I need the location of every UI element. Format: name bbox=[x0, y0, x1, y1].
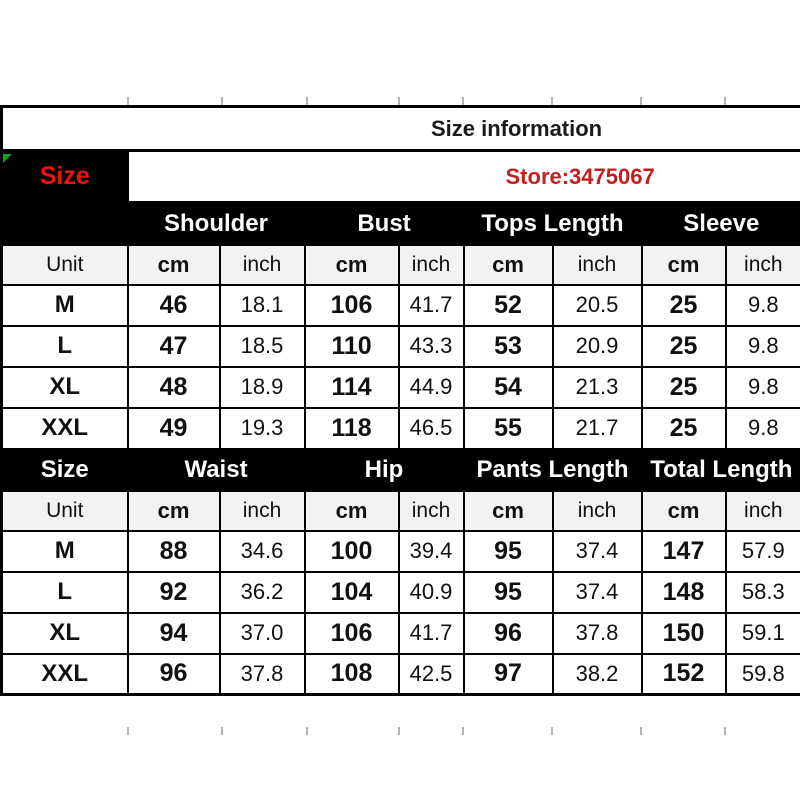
value-cell: 46 bbox=[128, 285, 220, 326]
gridline-tick bbox=[724, 727, 726, 735]
value-cell: 25 bbox=[642, 408, 726, 449]
value-cell: 55 bbox=[464, 408, 553, 449]
unit-cm: cm bbox=[642, 245, 726, 285]
value-cell: 49 bbox=[128, 408, 220, 449]
col-header-tops-length: Tops Length bbox=[464, 203, 642, 245]
size-table bbox=[0, 105, 800, 696]
value-cell: 57.9 bbox=[726, 531, 800, 572]
value-cell: 34.6 bbox=[220, 531, 305, 572]
unit-inch: inch bbox=[399, 245, 464, 285]
size-corner-cell: Size bbox=[2, 151, 128, 203]
value-cell: 21.7 bbox=[553, 408, 642, 449]
value-cell: 92 bbox=[128, 572, 220, 613]
value-cell: 40.9 bbox=[399, 572, 464, 613]
gridline-tick bbox=[221, 727, 223, 735]
value-cell: 9.8 bbox=[726, 285, 800, 326]
value-cell: 53 bbox=[464, 326, 553, 367]
unit-cm: cm bbox=[128, 491, 220, 531]
value-cell: 148 bbox=[642, 572, 726, 613]
value-cell: 37.8 bbox=[553, 613, 642, 654]
unit-label: Unit bbox=[2, 491, 128, 531]
value-cell: 42.5 bbox=[399, 654, 464, 695]
col-header-shoulder: Shoulder bbox=[128, 203, 305, 245]
value-cell: 9.8 bbox=[726, 326, 800, 367]
size-label: XXL bbox=[2, 654, 128, 695]
value-cell: 18.1 bbox=[220, 285, 305, 326]
value-cell: 21.3 bbox=[553, 367, 642, 408]
value-cell: 36.2 bbox=[220, 572, 305, 613]
value-cell: 9.8 bbox=[726, 367, 800, 408]
value-cell: 100 bbox=[305, 531, 399, 572]
page-title: Size information bbox=[2, 107, 800, 151]
gridline-tick bbox=[127, 727, 129, 735]
value-cell: 54 bbox=[464, 367, 553, 408]
table-row-xl bbox=[2, 613, 800, 654]
table-row-l bbox=[2, 326, 800, 367]
unit-cm: cm bbox=[305, 491, 399, 531]
unit-inch: inch bbox=[553, 491, 642, 531]
header-size-cell: Size bbox=[2, 449, 128, 491]
value-cell: 47 bbox=[128, 326, 220, 367]
value-cell: 97 bbox=[464, 654, 553, 695]
gridline-tick bbox=[551, 727, 553, 735]
value-cell: 37.8 bbox=[220, 654, 305, 695]
value-cell: 152 bbox=[642, 654, 726, 695]
gridline-tick bbox=[306, 727, 308, 735]
value-cell: 43.3 bbox=[399, 326, 464, 367]
value-cell: 25 bbox=[642, 326, 726, 367]
unit-cm: cm bbox=[305, 245, 399, 285]
unit-inch: inch bbox=[399, 491, 464, 531]
size-label: M bbox=[2, 285, 128, 326]
value-cell: 95 bbox=[464, 572, 553, 613]
value-cell: 37.4 bbox=[553, 572, 642, 613]
unit-inch: inch bbox=[553, 245, 642, 285]
col-header-bust: Bust bbox=[305, 203, 464, 245]
table-row-m bbox=[2, 285, 800, 326]
gridline-tick bbox=[551, 97, 553, 105]
value-cell: 88 bbox=[128, 531, 220, 572]
unit-label: Unit bbox=[2, 245, 128, 285]
value-cell: 59.1 bbox=[726, 613, 800, 654]
cell-error-marker-triangle bbox=[3, 154, 12, 163]
value-cell: 118 bbox=[305, 408, 399, 449]
value-cell: 48 bbox=[128, 367, 220, 408]
pants-header-row bbox=[2, 449, 800, 491]
value-cell: 94 bbox=[128, 613, 220, 654]
store-row bbox=[2, 151, 800, 203]
unit-cm: cm bbox=[128, 245, 220, 285]
gridline-tick bbox=[221, 97, 223, 105]
header-blank-cell bbox=[2, 203, 128, 245]
value-cell: 150 bbox=[642, 613, 726, 654]
gridline-tick bbox=[724, 97, 726, 105]
unit-inch: inch bbox=[726, 245, 800, 285]
table-row-l bbox=[2, 572, 800, 613]
unit-row bbox=[2, 245, 800, 285]
col-header-hip: Hip bbox=[305, 449, 464, 491]
col-header-waist: Waist bbox=[128, 449, 305, 491]
value-cell: 114 bbox=[305, 367, 399, 408]
table-row-m bbox=[2, 531, 800, 572]
gridline-tick bbox=[306, 97, 308, 105]
value-cell: 19.3 bbox=[220, 408, 305, 449]
value-cell: 38.2 bbox=[553, 654, 642, 695]
col-header-sleeve: Sleeve bbox=[642, 203, 800, 245]
unit-inch: inch bbox=[726, 491, 800, 531]
value-cell: 147 bbox=[642, 531, 726, 572]
size-label: L bbox=[2, 572, 128, 613]
size-label: XL bbox=[2, 367, 128, 408]
size-label: M bbox=[2, 531, 128, 572]
value-cell: 44.9 bbox=[399, 367, 464, 408]
store-id-label: Store:3475067 bbox=[128, 151, 800, 203]
value-cell: 25 bbox=[642, 367, 726, 408]
value-cell: 18.5 bbox=[220, 326, 305, 367]
value-cell: 110 bbox=[305, 326, 399, 367]
unit-cm: cm bbox=[642, 491, 726, 531]
size-label: XL bbox=[2, 613, 128, 654]
unit-cm: cm bbox=[464, 245, 553, 285]
col-header-total-length: Total Length bbox=[642, 449, 800, 491]
gridline-tick bbox=[398, 97, 400, 105]
value-cell: 95 bbox=[464, 531, 553, 572]
table-row-xxl bbox=[2, 654, 800, 695]
table-row-xxl bbox=[2, 408, 800, 449]
unit-inch: inch bbox=[220, 245, 305, 285]
value-cell: 46.5 bbox=[399, 408, 464, 449]
unit-cm: cm bbox=[464, 491, 553, 531]
size-label: XXL bbox=[2, 408, 128, 449]
value-cell: 106 bbox=[305, 613, 399, 654]
table-row-xl bbox=[2, 367, 800, 408]
gridline-tick bbox=[127, 97, 129, 105]
value-cell: 52 bbox=[464, 285, 553, 326]
value-cell: 108 bbox=[305, 654, 399, 695]
value-cell: 25 bbox=[642, 285, 726, 326]
value-cell: 58.3 bbox=[726, 572, 800, 613]
value-cell: 39.4 bbox=[399, 531, 464, 572]
value-cell: 96 bbox=[464, 613, 553, 654]
value-cell: 41.7 bbox=[399, 613, 464, 654]
value-cell: 20.9 bbox=[553, 326, 642, 367]
value-cell: 41.7 bbox=[399, 285, 464, 326]
size-label: L bbox=[2, 326, 128, 367]
value-cell: 20.5 bbox=[553, 285, 642, 326]
col-header-pants-length: Pants Length bbox=[464, 449, 642, 491]
gridline-tick bbox=[462, 727, 464, 735]
value-cell: 106 bbox=[305, 285, 399, 326]
gridline-tick bbox=[640, 727, 642, 735]
gridline-tick bbox=[640, 97, 642, 105]
value-cell: 96 bbox=[128, 654, 220, 695]
value-cell: 9.8 bbox=[726, 408, 800, 449]
value-cell: 18.9 bbox=[220, 367, 305, 408]
value-cell: 37.4 bbox=[553, 531, 642, 572]
unit-row bbox=[2, 491, 800, 531]
gridline-tick bbox=[462, 97, 464, 105]
tops-header-row bbox=[2, 203, 800, 245]
value-cell: 104 bbox=[305, 572, 399, 613]
title-row bbox=[2, 107, 800, 151]
value-cell: 37.0 bbox=[220, 613, 305, 654]
gridline-tick bbox=[398, 727, 400, 735]
value-cell: 59.8 bbox=[726, 654, 800, 695]
unit-inch: inch bbox=[220, 491, 305, 531]
